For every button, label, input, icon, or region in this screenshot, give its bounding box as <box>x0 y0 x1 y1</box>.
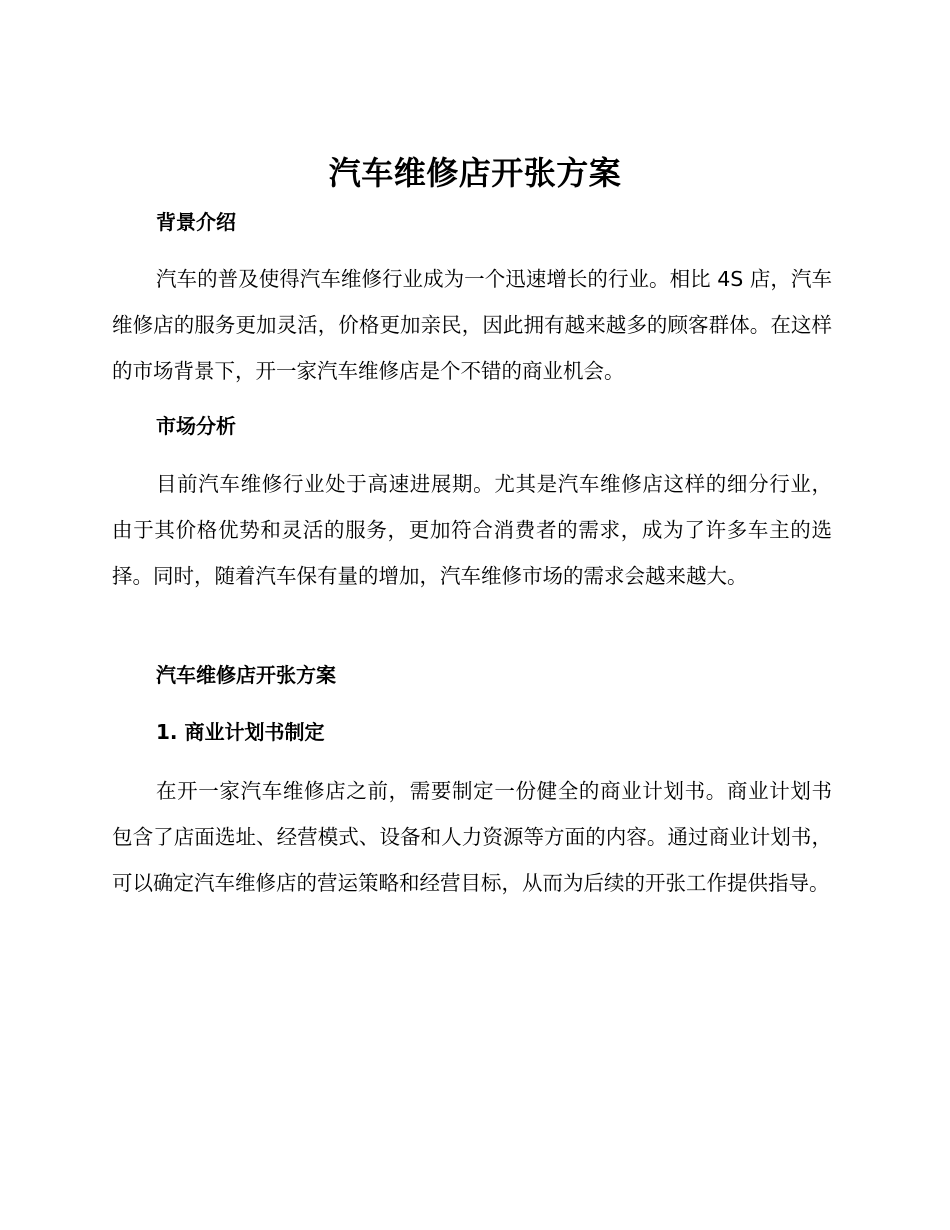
document-title: 汽车维修店开张方案 <box>328 154 622 192</box>
subsection-paragraph-business-plan: 在开一家汽车维修店之前，需要制定一份健全的商业计划书。商业计划书包含了店面选址、经营模式、设备和人力资源等方面的内容。通过商业计划书，可以确定汽车维修店的营运策略和经营目标，从而为后续的开张工作提供指导。 <box>112 779 832 895</box>
section-heading-opening-plan: 汽车维修店开张方案 <box>156 663 336 687</box>
section-heading-background: 背景介绍 <box>156 210 236 234</box>
section-heading-market-analysis: 市场分析 <box>156 414 236 438</box>
section-paragraph-background: 汽车的普及使得汽车维修行业成为一个迅速增长的行业。相比 4S 店，汽车维修店的服务更加灵活，价格更加亲民，因此拥有越来越多的顾客群体。在这样的市场背景下，开一家汽车维修店是个不错的商业机会。 <box>112 267 832 383</box>
subsection-heading-business-plan: 1. 商业计划书制定 <box>156 720 325 744</box>
section-paragraph-market-analysis: 目前汽车维修行业处于高速进展期。尤其是汽车维修店这样的细分行业，由于其价格优势和灵活的服务，更加符合消费者的需求，成为了许多车主的选择。同时，随着汽车保有量的增加，汽车维修市场的需求会越来越大。 <box>112 472 832 588</box>
